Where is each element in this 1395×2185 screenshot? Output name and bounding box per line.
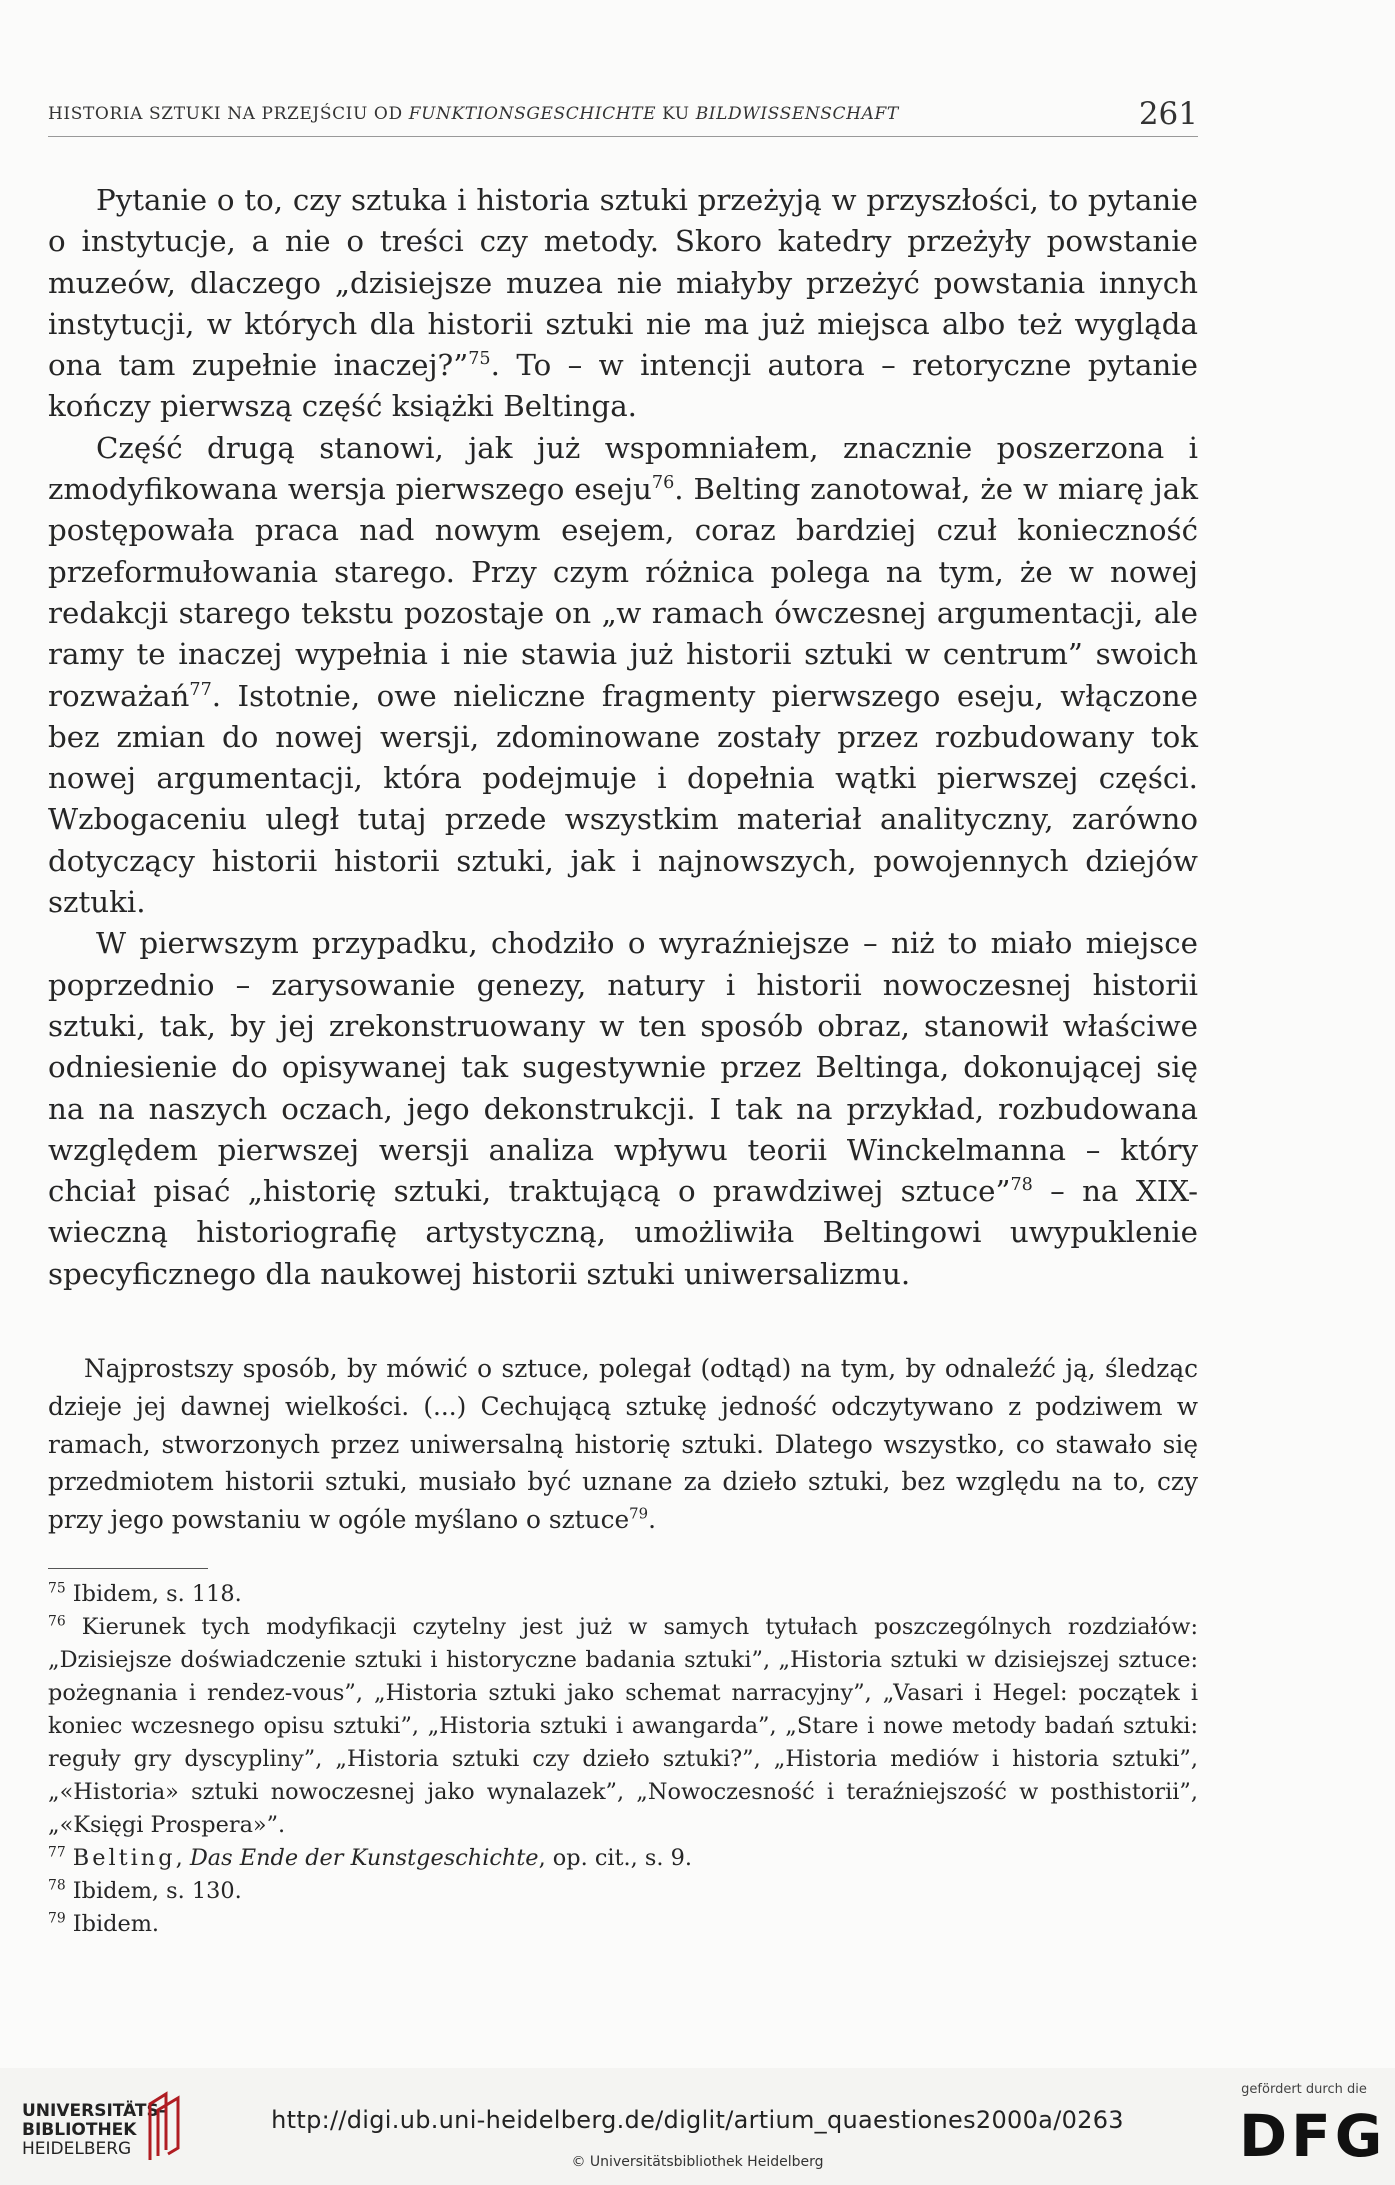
running-title-italic: BILDWISSENSCHAFT [695,104,899,124]
paragraph [48,428,1198,924]
funder-note: gefördert durch die [1241,2082,1367,2097]
footnote-ref[interactable]: 79 [629,1504,649,1523]
document-url-link[interactable]: http://digi.ub.uni-heidelberg.de/diglit/artium_quaestiones2000a/0263 [271,2106,1124,2134]
footnote-text: , op. cit., s. 9. [538,1845,692,1871]
footnote [48,1611,1198,1842]
running-title-italic: FUNKTIONSGESCHICHTE [408,104,657,124]
footnote-text: Ibidem, s. 130. [65,1878,242,1904]
footnote [48,1842,1198,1875]
paragraph-text: . Istotnie, owe nieliczne fragmenty pierwszego eseju, włączone bez zmian do nowej wersji, zdominowane zostały przez rozbudowany tok nowej argumentacji, która podejmuje i dopełnia wątki pierwszej części. Wzbogaceniu uległ tutaj przede wszystkim materiał analityczny, zarówno dotyczący historii historii sztuki, jak i najnowszych, powojennych dziejów sztuki. [48,678,1198,920]
footnote-ref[interactable]: 78 [1010,1175,1033,1196]
block-quote [48,1350,1198,1539]
paragraph-text: W pierwszym przypadku, chodziło o wyraźniejsze – niż to miało miejsce poprzednio – zarysowanie genezy, natury i historii nowoczesnej historii sztuki, tak, by jej zrekonstruowany w ten sposób obraz, stanowił właściwe odniesienie do opisywanej tak sugestywnie przez Beltinga, dokonującej się na na naszych oczach, jego dekonstrukcji. I tak na przykład, rozbudowana względem pierwszej wersji analiza wpływu teorii Winckelmanna – który chciał pisać „historię sztuki, traktującą o prawdziwej sztuce” [48,926,1198,1209]
paragraph-text: Część drugą stanowi, jak już wspomniałem, znacznie poszerzona i zmodyfikowana wersja pierwszego eseju [48,430,1198,507]
library-name-line: UNIVERSITÄTS- [22,2101,166,2121]
quote-text: Najprostszy sposób, by mówić o sztuce, polegał (odtąd) na tym, by odnaleźć ją, śledząc dzieje jej dawnej wielkości. (...) Cechującą sztukę jedność odczytywano z podziwem w ramach, stworzonych przez uniwersalną historię sztuki. Dlatego wszystko, co stawało się przedmiotem historii sztuki, musiało być uznane za dzieło sztuki, bez względu na to, czy przy jego powstaniu w ogóle myślano o sztuce [48,1354,1198,1535]
footnote-number: 76 [48,1613,66,1630]
footnotes [48,1578,1198,1941]
footnote [48,1908,1198,1941]
main-text [48,180,1198,1295]
footnote-ref[interactable]: 77 [189,679,212,700]
paragraph-text: . To – w intencji autora – retoryczne pytanie kończy pierwszą część książki Beltinga. [48,348,1198,424]
footnote-ref[interactable]: 75 [468,349,491,370]
footnote-author: Belting [72,1845,176,1871]
running-header [48,96,1198,137]
paragraph-text: Pytanie o to, czy sztuka i historia sztuki przeżyją w przyszłości, to pytanie o instytucje, a nie o treści czy metody. Skoro katedry przeżyły powstanie muzeów, dlaczego „dzisiejsze muzea nie miałyby przeżyć powstania innych instytucji, w których dla historii sztuki nie ma już miejsca albo też wygląda ona tam zupełnie inaczej?” [48,183,1198,383]
running-title-part: HISTORIA SZTUKI NA PRZEJŚCIU OD [48,104,409,124]
footnote-separator [48,1568,208,1569]
paragraph-text: – na XIX-wieczną historiografię artystyczną, umożliwiła Beltingowi uwypuklenie specyficznego dla naukowej historii sztuki uniwersalizmu. [48,1174,1198,1291]
library-name-line: HEIDELBERG [22,2139,132,2159]
footnote-number: 75 [48,1580,66,1597]
library-footer [0,2068,1395,2185]
dfg-logo: DFG [1239,2102,1387,2170]
quote-text: . [648,1505,656,1535]
footnote [48,1875,1198,1908]
footnote-text: Ibidem. [65,1911,160,1937]
quote-paragraph [48,1350,1198,1539]
footnote-text: Ibidem, s. 118. [65,1581,242,1607]
paragraph-text: . Belting zanotował, że w miarę jak postępowała praca nad nowym esejem, coraz bardziej czuł konieczność przeformułowania starego. Przy czym różnica polega na tym, że w nowej redakcji starego tekstu pozostaje on „w ramach ówczesnej argumentacji, ale ramy te inaczej wypełnia i nie stawia już historii sztuki w centrum” swoich rozważań [48,472,1198,713]
footnote-ref[interactable]: 76 [651,473,675,494]
running-title-part: KU [656,104,696,124]
footnote-text: , [175,1845,190,1871]
paragraph [48,923,1198,1295]
library-name-line: BIBLIOTHEK [22,2120,137,2140]
footnote-book-title: Das Ende der Kunstgeschichte [189,1845,539,1871]
footnote [48,1578,1198,1611]
footnote-number: 79 [48,1910,66,1927]
page-number: 261 [1138,96,1198,132]
footnote-number: 78 [48,1877,66,1894]
footnote-number: 77 [48,1844,66,1861]
running-title [48,104,899,124]
copyright-notice: © Universitätsbibliothek Heidelberg [571,2154,824,2170]
footnote-text: Kierunek tych modyfikacji czytelny jest już w samych tytułach poszczególnych rozdziałów: „Dzisiejsze doświadczenie sztuki i historyczne badania sztuki”, „Historia sztuki w dzisiejszej sztuce: pożegnania i rendez-vous”, „Historia sztuki jako schemat narracyjny”, „Vasari i Hegel: początek i koniec wczesnego opisu sztuki”, „Historia sztuki i awangarda”, „Stare i nowe metody badań sztuki: reguły gry dyscypliny”, „Historia sztuki czy dzieło sztuki?”, „Historia mediów i historia sztuki”, „«Historia» sztuki nowoczesnej jako wynalazek”, „Nowoczesność i teraźniejszość w posthistorii”, „«Księgi Prospera»”. [48,1614,1198,1838]
paragraph [48,180,1198,428]
